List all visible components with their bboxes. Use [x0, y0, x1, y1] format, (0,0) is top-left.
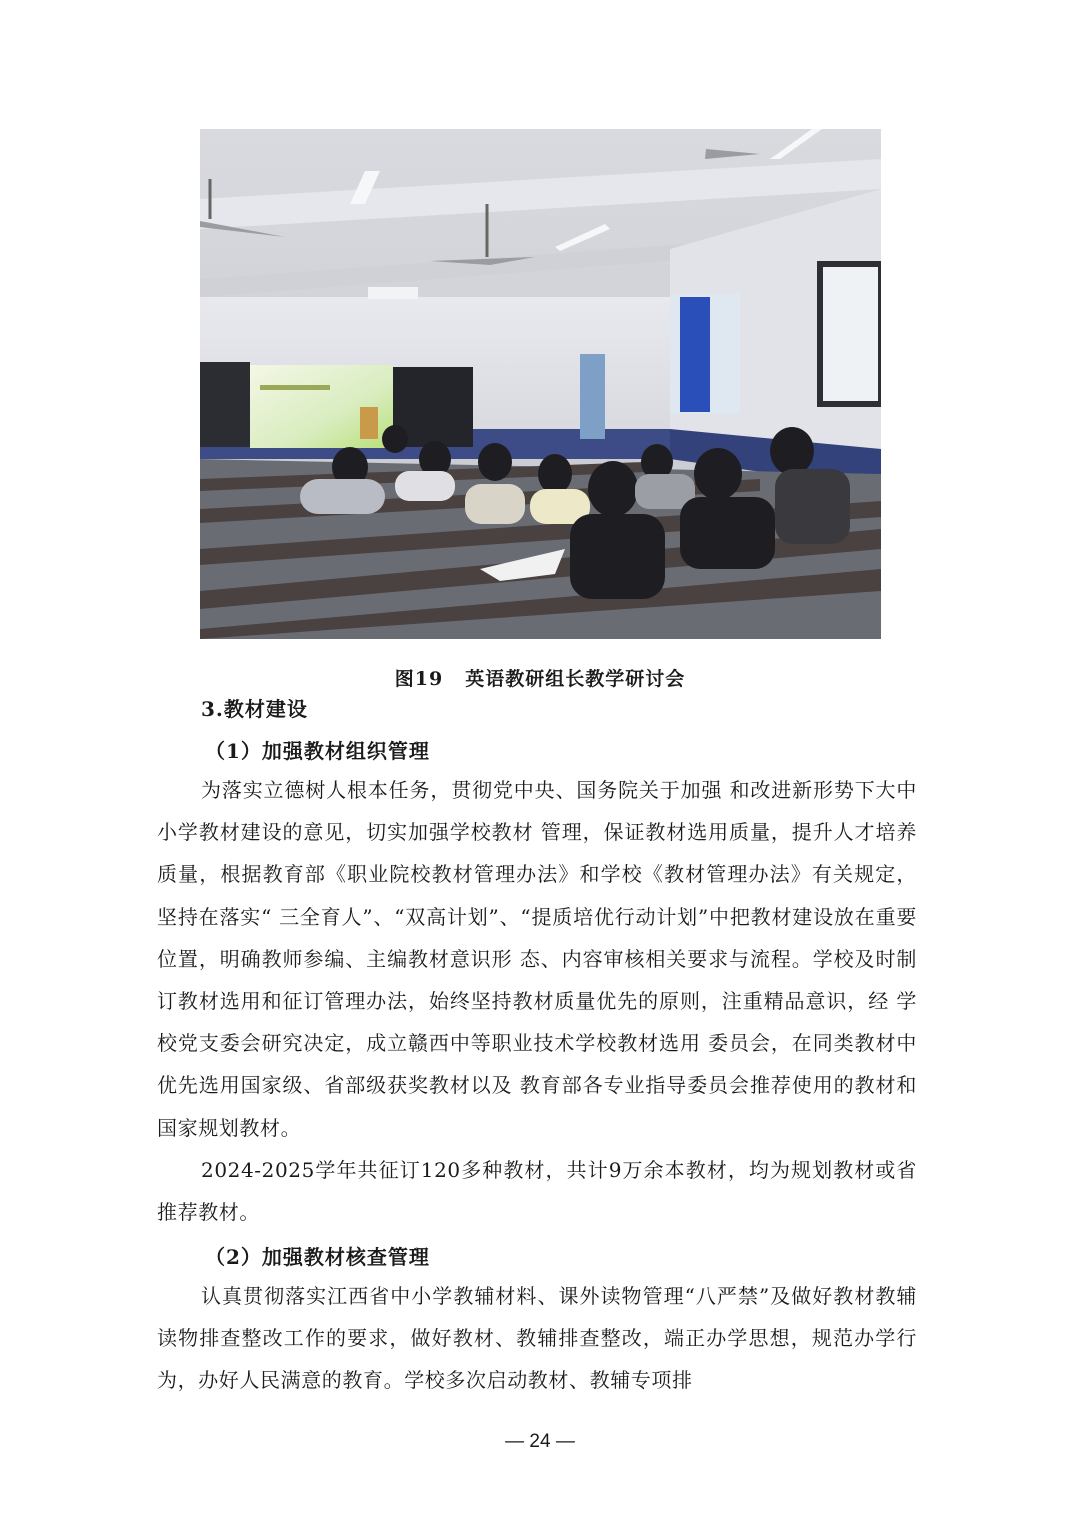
section-heading: 3.教材建设 [201, 697, 308, 721]
subsection-heading-1: （1）加强教材组织管理 [205, 739, 430, 763]
figure-number: 图19 [394, 668, 444, 690]
page-number: — 24 — [505, 1431, 575, 1452]
figure-title: 英语教研组长教学研讨会 [465, 668, 686, 690]
paragraph-3: 认真贯彻落实江西省中小学教辅材料、课外读物管理“八严禁”及做好教材教辅读物排查整改工作的要求，做好教材、教辅排查整改，端正办学思想，规范办学行为，办好人民满意的教育。学校多次启动教材、教辅专项排 [157, 1284, 917, 1393]
subsection-heading-2: （2）加强教材核查管理 [205, 1245, 430, 1269]
paragraph-2: 2024-2025学年共征订120多种教材，共计9万余本教材，均为规划教材或省推荐教材。 [157, 1158, 917, 1225]
figure-caption [0, 664, 1080, 691]
paragraph-1: 为落实立德树人根本任务，贯彻党中央、国务院关于加强 和改进新形势下大中小学教材建设的意见，切实加强学校教材 管理，保证教材选用质量，提升人才培养质量，根据教育部《职业院校教材管理办法》和学校《教材管理办法》有关规定，坚持在落实“ 三全育人”、“双高计划”、“提质培优行动计划”中把教材建设放在重要位置，明确教师参编、主编教材意识形 态、内容审核相关要求与流程。学校及时制订教材选用和征订管理办法，始终坚持教材质量优先的原则，注重精品意识，经 学校党支委会研究决定，成立赣西中等职业技术学校教材选用 委员会，在同类教材中优先选用国家级、省部级获奖教材以及 教育部各专业指导委员会推荐使用的教材和国家规划教材。 [157, 778, 917, 1140]
classroom-photo [200, 129, 881, 639]
